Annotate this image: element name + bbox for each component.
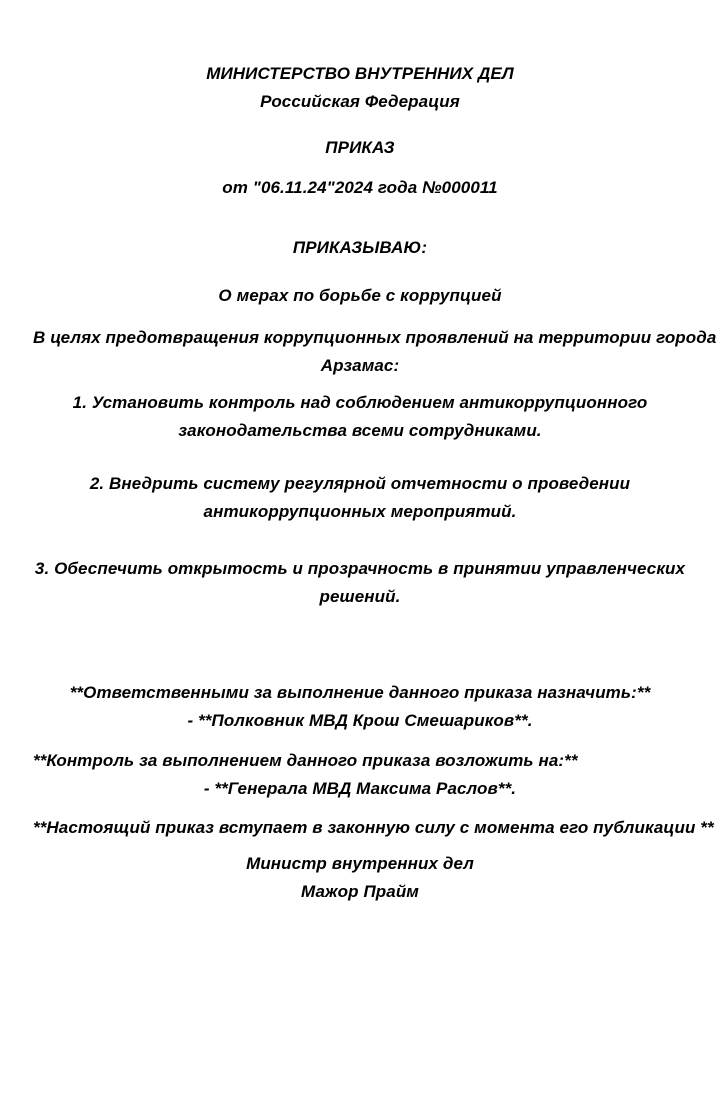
item-2-line-2: антикоррупционных мероприятий.: [203, 502, 517, 521]
item-1-line-2: законодательства всеми сотрудниками.: [178, 421, 542, 440]
item-1-line-1: 1. Установить контроль над соблюдением антикоррупционного: [72, 393, 648, 412]
federation-subheader: Российская Федерация: [260, 92, 460, 111]
order-date-number: от "06.11.24"2024 года №000011: [222, 178, 498, 197]
responsible-line-2: - **Полковник МВД Крош Смешариков**.: [187, 711, 533, 730]
item-2-line-1: 2. Внедрить систему регулярной отчетности о проведении: [89, 474, 631, 493]
purpose-line-2: Арзамас:: [320, 356, 400, 375]
effective-line: **Настоящий приказ вступает в законную силу с момента его публикации **: [33, 818, 714, 837]
item-3-line-1: 3. Обеспечить открытость и прозрачность в принятии управленческих: [34, 559, 686, 578]
ministry-header: МИНИСТЕРСТВО ВНУТРЕННИХ ДЕЛ: [206, 64, 514, 83]
order-command: ПРИКАЗЫВАЮ:: [292, 238, 428, 257]
signature-position: Министр внутренних дел: [246, 854, 474, 873]
item-3-line-2: решений.: [319, 587, 401, 606]
order-title: ПРИКАЗ: [325, 138, 395, 157]
control-line-2: - **Генерала МВД Максима Раслов**.: [203, 779, 517, 798]
signature-name: Мажор Прайм: [301, 882, 419, 901]
responsible-line-1: **Ответственными за выполнение данного приказа назначить:**: [69, 683, 651, 702]
control-line-1: **Контроль за выполнением данного приказа возложить на:**: [33, 751, 578, 770]
order-subject: О мерах по борьбе с коррупцией: [218, 286, 502, 305]
purpose-line-1: В целях предотвращения коррупционных проявлений на территории города: [33, 328, 717, 347]
